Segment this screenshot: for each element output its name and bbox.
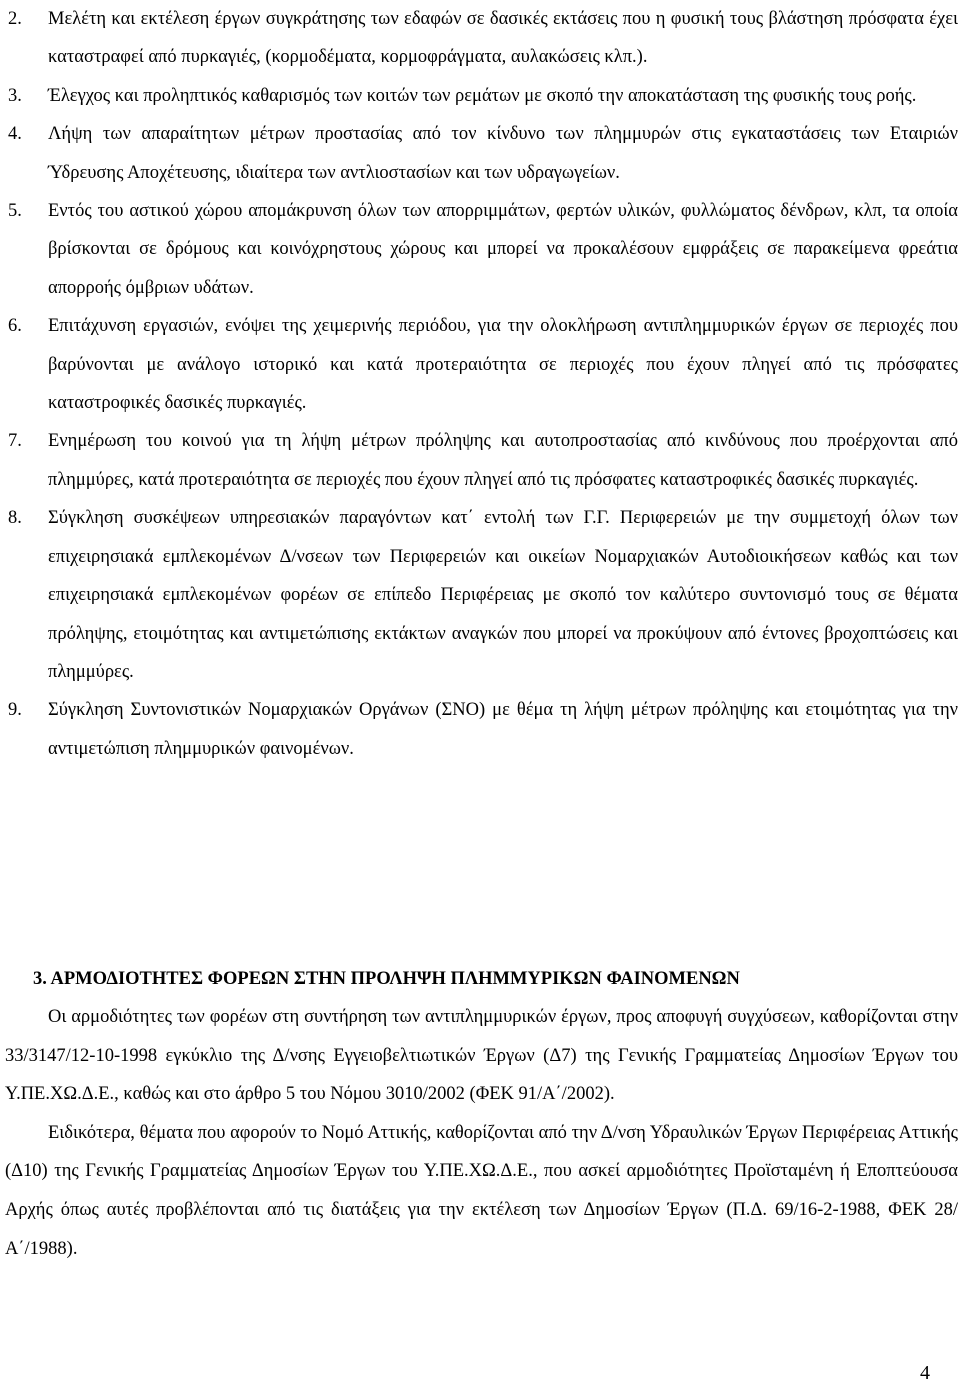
- list-item: [8, 499, 958, 691]
- list-item-text: Επιτάχυνση εργασιών, ενόψει της χειμερινής περιόδου, για την ολοκλήρωση αντιπλημμυρικών έργων σε περιοχές που βαρύνονται με ανάλογο ιστορικό και κατά προτεραιότητα σε περιοχές που έχουν πληγεί από τις πρόσφατες καταστροφικές δασικές πυρκαγιές.: [48, 316, 958, 414]
- list-item-text: Σύγκληση Συντονιστικών Νομαρχιακών Οργάνων (ΣΝΟ) με θέμα τη λήψη μέτρων πρόληψης και ετοιμότητας για την αντιμετώπιση πλημμυρικών φαινομένων.: [48, 700, 958, 759]
- list-item: [8, 422, 958, 499]
- section-paragraph: Οι αρμοδιότητες των φορέων στη συντήρηση των αντιπλημμυρικών έργων, προς αποφυγή συγχύσεων, καθορίζονται στην 33/3147/12-10-1998 εγκύκλιο της Δ/νσης Εγγειοβελτιωτικών Έργων (Δ7) της Γενικής Γραμματείας Δημοσίων Έργων του Υ.ΠΕ.ΧΩ.Δ.Ε., καθώς και στο άρθρο 5 του Νόμου 3010/2002 (ΦΕΚ 91/Α΄/2002).: [5, 1007, 958, 1105]
- list-item-number: 8.: [8, 508, 22, 529]
- list-item-number: 3.: [8, 85, 22, 106]
- list-item: [8, 0, 958, 77]
- list-item: [8, 77, 958, 115]
- list-item: [8, 307, 958, 422]
- list-item: [8, 691, 958, 768]
- measures-list: [8, 0, 958, 768]
- section-body: [5, 998, 958, 1268]
- list-item-number: 6.: [8, 316, 22, 337]
- list-item-text: Έλεγχος και προληπτικός καθαρισμός των κοιτών των ρεμάτων με σκοπό την αποκατάσταση της φυσικής τους ροής.: [48, 85, 917, 106]
- list-item-text: Σύγκληση συσκέψεων υπηρεσιακών παραγόντων κατ΄ εντολή των Γ.Γ. Περιφερειών με την συμμετοχή όλων των επιχειρησιακά εμπλεκομένων Δ/νσεων των Περιφερειών και οικείων Νομαρχιακών Αυτοδιοικήσεων καθώς και των επιχειρησιακά εμπλεκομένων φορέων σε επίπεδο Περιφέρειας με σκοπό τον καλύτερο συντονισμό τους σε θέματα πρόληψης, ετοιμότητας και αντιμετώπισης εκτάκτων αναγκών που μπορεί να προκύψουν από έντονες βροχοπτώσεις και πλημμύρες.: [48, 508, 958, 682]
- list-item-number: 5.: [8, 201, 22, 222]
- list-item-number: 4.: [8, 124, 22, 145]
- list-item-number: 9.: [8, 700, 22, 721]
- list-item-text: Λήψη των απαραίτητων μέτρων προστασίας από τον κίνδυνο των πλημμυρών στις εγκαταστάσεις των Εταιριών Ύδρευσης Αποχέτευσης, ιδιαίτερα των αντλιοστασίων και των υδραγωγείων.: [48, 124, 958, 183]
- list-item-text: Ενημέρωση του κοινού για τη λήψη μέτρων πρόληψης και αυτοπροστασίας από κινδύνους που προέρχονται από πλημμύρες, κατά προτεραιότητα σε περιοχές που έχουν πληγεί από τις πρόσφατες καταστροφικές δασικές πυρκαγιές.: [48, 431, 958, 490]
- section-paragraph: Ειδικότερα, θέματα που αφορούν το Νομό Αττικής, καθορίζονται από την Δ/νση Υδραυλικών Έργων Περιφέρειας Αττικής (Δ10) της Γενικής Γραμματείας Δημοσίων Έργων του Υ.ΠΕ.ΧΩ.Δ.Ε., που ασκεί αρμοδιότητες Προϊσταμένη ή Εποπτεύουσα Αρχής όπως αυτές προβλέπονται από τις διατάξεις για την εκτέλεση των Δημοσίων Έργων (Π.Δ. 69/16-2-1988, ΦΕΚ 28/Α΄/1988).: [5, 1122, 958, 1259]
- list-item: [8, 115, 958, 192]
- list-item-text: Μελέτη και εκτέλεση έργων συγκράτησης των εδαφών σε δασικές εκτάσεις που η φυσική τους βλάστηση πρόσφατα έχει καταστραφεί από πυρκαγιές, (κορμοδέματα, κορμοφράγματα, αυλακώσεις κλπ.).: [48, 9, 958, 68]
- list-item-text: Εντός του αστικού χώρου απομάκρυνση όλων των απορριμμάτων, φερτών υλικών, φυλλώματος δένδρων, κλπ, τα οποία βρίσκονται σε δρόμους και κοινόχρηστους χώρους και μπορεί να προκαλέσουν εμφράξεις σε παρακείμενα φρεάτια απορροής όμβριων υδάτων.: [48, 201, 958, 298]
- section-heading: 3. ΑΡΜΟΔΙΟΤΗΤΕΣ ΦΟΡΕΩΝ ΣΤΗΝ ΠΡΟΛΗΨΗ ΠΛΗΜΜΥΡΙΚΩΝ ΦΑΙΝΟΜΕΝΩΝ: [33, 969, 740, 989]
- page-number: 4: [920, 1362, 930, 1384]
- list-item-number: 2.: [8, 9, 22, 29]
- list-item-number: 7.: [8, 431, 22, 452]
- list-item: [8, 192, 958, 307]
